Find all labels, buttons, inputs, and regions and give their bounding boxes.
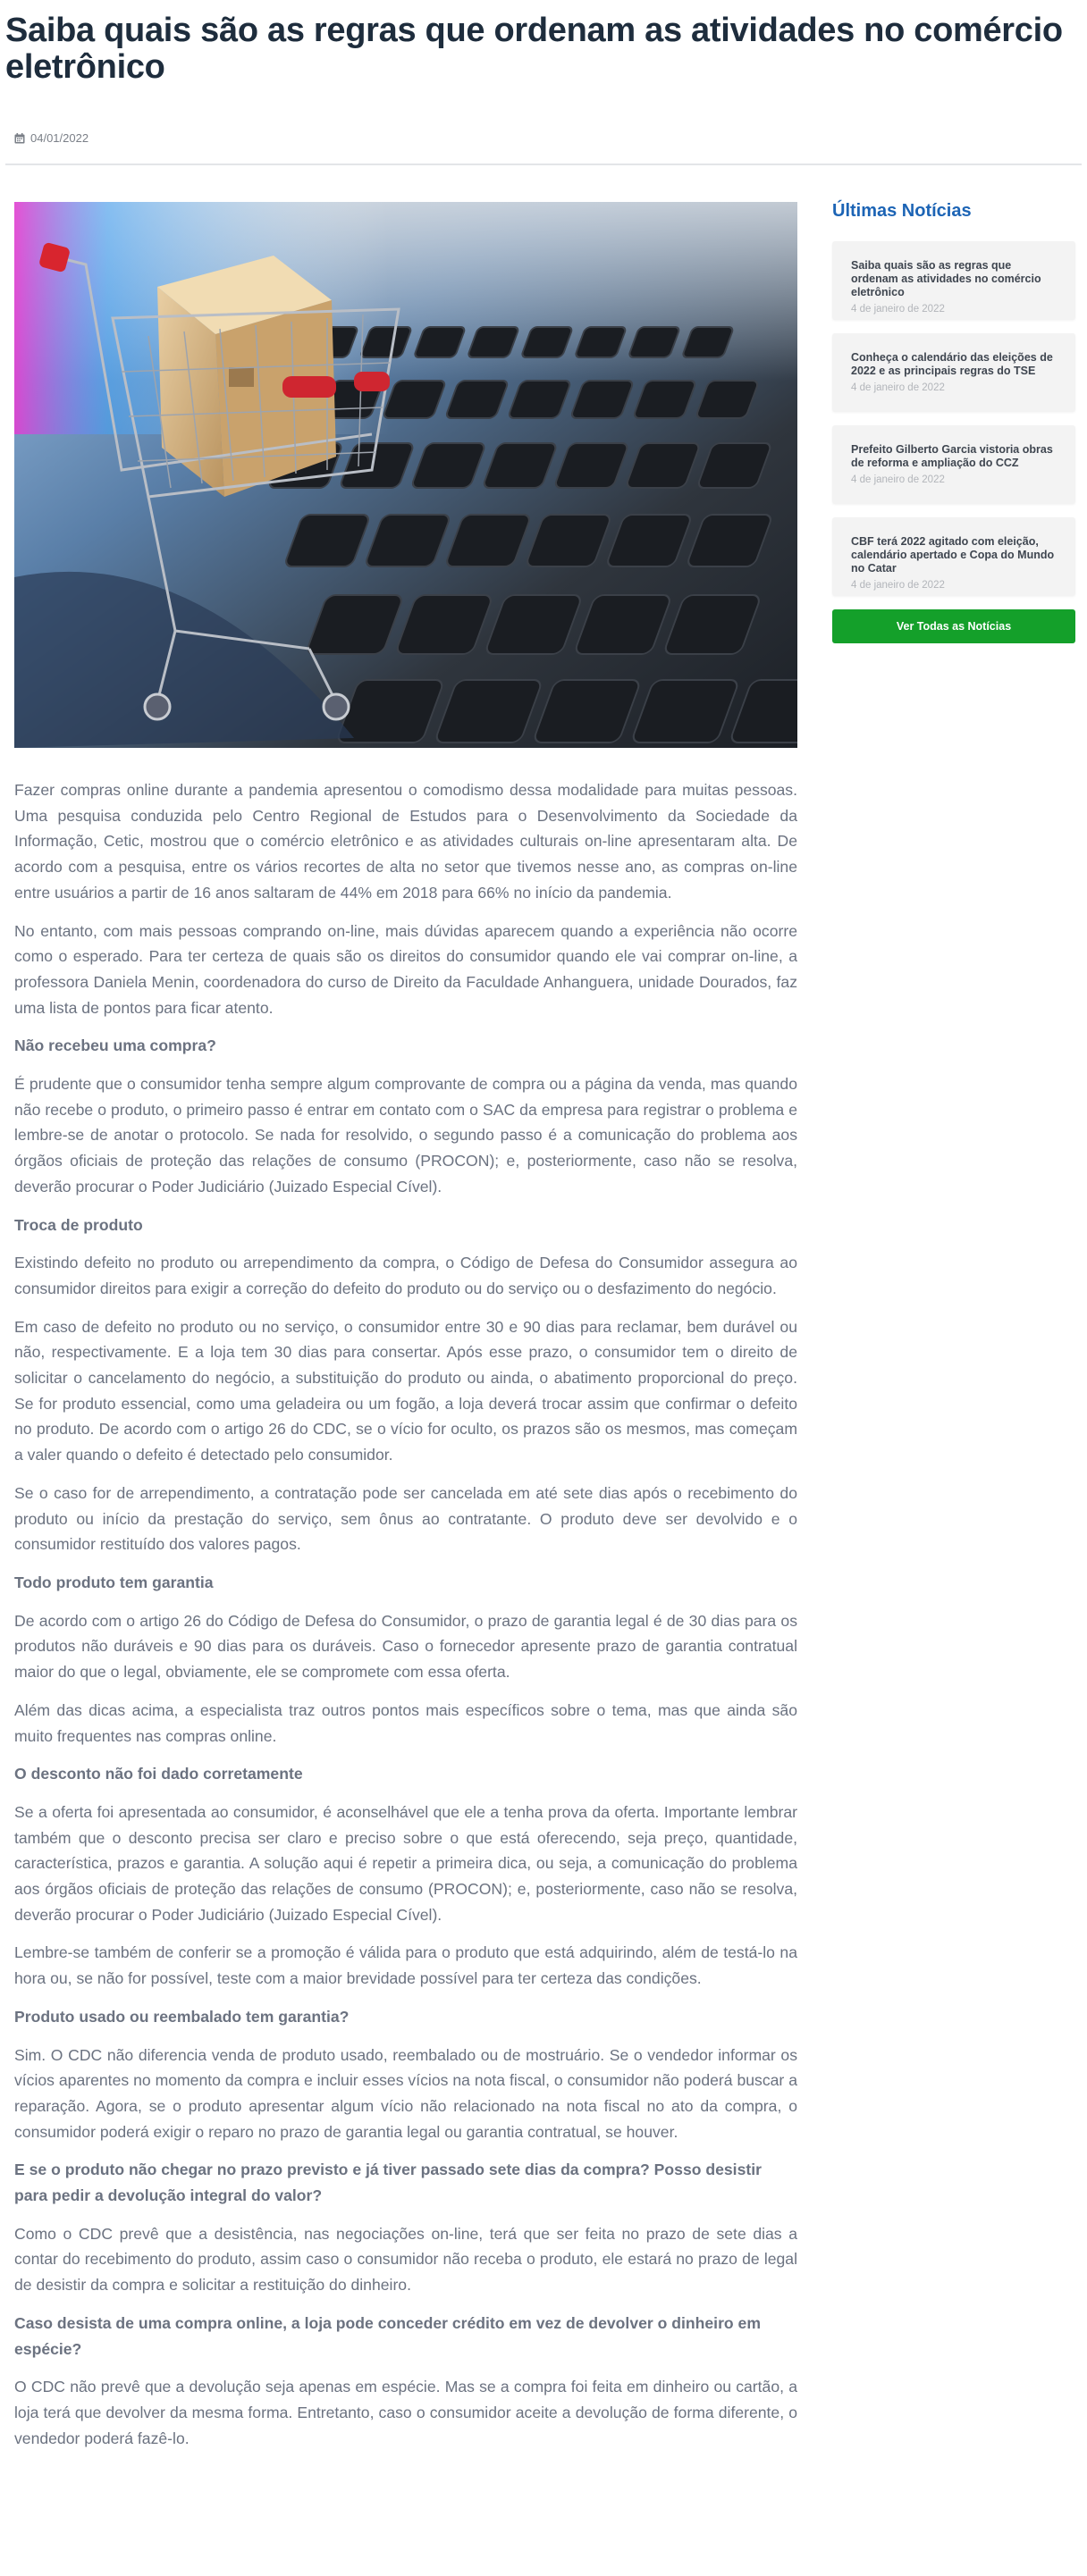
shopping-cart-on-laptop-image — [14, 202, 797, 748]
featured-image — [14, 202, 797, 748]
article-body — [14, 777, 797, 2463]
article-paragraph: Como o CDC prevê que a desistência, nas negociações on-line, terá que ser feita no prazo de sete dias a contar do recebimento do produto, assim caso o consumidor não receba o produto, ele estará no prazo de legal de desistir da compra e solicitar a restituição do dinheiro. — [14, 2224, 797, 2295]
news-card[interactable] — [832, 425, 1075, 504]
news-card[interactable] — [832, 241, 1075, 320]
news-card-date: 4 de janeiro de 2022 — [851, 474, 945, 485]
article-paragraph: Fazer compras online durante a pandemia apresentou o comodismo dessa modalidade para muitas pessoas. Uma pesquisa conduzida pelo Centro Regional de Estudos para o Desenvolvimento da Sociedade da Informação, Cetic, mostrou que o comércio eletrônico e as atividades culturais on-line apresentaram alta. De acordo com a pesquisa, entre os vários recortes de alta no setor que tivemos nesse ano, as compras on-line entre usuários a partir de 16 anos saltaram de 44% em 2018 para 66% no início da pandemia. — [14, 781, 797, 902]
news-card-title[interactable]: Prefeito Gilberto Garcia vistoria obras de reforma e ampliação do CCZ — [851, 443, 1053, 469]
news-card-title[interactable]: Conheça o calendário das eleições de 2022 e as principais regras do TSE — [851, 351, 1053, 377]
news-card-date: 4 de janeiro de 2022 — [851, 304, 945, 315]
view-all-news-button[interactable]: Ver Todas as Notícias — [832, 609, 1075, 643]
news-card-title[interactable]: Saiba quais são as regras que ordenam as atividades no comércio eletrônico — [851, 259, 1041, 298]
article-paragraph: Em caso de defeito no produto ou no serviço, o consumidor entre 30 e 90 dias para reclamar, bem durável ou não, respectivamente. E a loja tem 30 dias para consertar. Após esse prazo, o consumidor tem o direito de solicitar o cancelamento do negócio, a substituição do produto ou ainda, o abatimento proporcional do preço. Se for produto essencial, como uma geladeira ou um fogão, a loja deverá trocar assim que confirmar o defeito no produto. De acordo com o artigo 26 do CDC, se o vício for oculto, os prazos são os mesmos, mas começam a valer quando o defeito é detectado pelo consumidor. — [14, 1317, 797, 1464]
news-card[interactable] — [832, 517, 1075, 596]
article-paragraph: Existindo defeito no produto ou arrependimento da compra, o Código de Defesa do Consumidor assegura ao consumidor direitos para exigir a correção do defeito do produto ou do serviço ou o desfazimento do negócio. — [14, 1254, 797, 1297]
article-paragraph: Sim. O CDC não diferencia venda de produto usado, reembalado ou de mostruário. Se o vendedor informar os vícios aparentes no momento da compra e incluir esses vícios na nota fiscal, o consumidor não poderá buscar a reparação. Agora, se o produto apresentar algum vício não relacionado na nota fiscal no ato da compra, o consumidor poderá exigir o reparo no prazo de garantia legal ou garantia contratual, se houver. — [14, 2045, 797, 2141]
article-paragraph: O CDC não prevê que a devolução seja apenas em espécie. Mas se a compra foi feita em dinheiro ou cartão, a loja terá que devolver da mesma forma. Entretanto, caso o consumidor aceite a devolução de forma diferente, o vendedor poderá fazê-lo. — [14, 2378, 797, 2447]
article-subheading: E se o produto não chegar no prazo previsto e já tiver passado sete dias da compra? Posso desistir para pedir a devolução integral do valor? — [14, 2161, 762, 2205]
article-paragraph: É prudente que o consumidor tenha sempre algum comprovante de compra ou a página da venda, mas quando não recebe o produto, o primeiro passo é entrar em contato com o SAC da empresa para registrar o problema e lembre-se de anotar o protocolo. Se nada for resolvido, o segundo passo é a comunicação do problema aos órgãos oficiais de proteção das relações de consumo (PROCON); e, posteriormente, caso não se resolva, deverão procurar o Poder Judiciário (Juizado Especial Cível). — [14, 1075, 797, 1196]
post-meta — [14, 131, 88, 145]
calendar-icon — [14, 133, 25, 144]
article-subheading: Troca de produto — [14, 1215, 143, 1234]
article-paragraph: Se a oferta foi apresentada ao consumidor, é aconselhável que ele a tenha prova da oferta. Importante lembrar também que o desconto precisa ser claro e preciso sobre o que está oferecendo, seja preço, quantidade, característica, prazos e garantia. A solução aqui é repetir a primeira dica, ou seja, a comunicação do problema aos órgãos oficiais de proteção das relações de consumo (PROCON); e, posteriormente, caso não se resolva, deverão procurar o Poder Judiciário (Juizado Especial Cível). — [14, 1802, 797, 1924]
page-title: Saiba quais são as regras que ordenam as atividades no comércio eletrônico — [5, 12, 1063, 86]
article-paragraph: No entanto, com mais pessoas comprando on-line, mais dúvidas aparecem quando a experiência não ocorre como o esperado. Para ter certeza de quais são os direitos do consumidor quando ele vai comprar on-line, a professora Daniela Menin, coordenadora do curso de Direito da Faculdade Anhanguera, unidade Dourados, faz uma lista de pontos para ficar atento. — [14, 921, 797, 1017]
news-card[interactable] — [832, 333, 1075, 412]
article-paragraph: Se o caso for de arrependimento, a contratação pode ser cancelada em até sete dias após o recebimento do produto ou início da prestação do serviço, sem ônus ao contratante. O produto deve ser devolvido e o consumidor restituído dos valores pagos. — [14, 1483, 797, 1554]
sidebar-title: Últimas Notícias — [832, 201, 972, 221]
header-divider — [5, 164, 1082, 165]
article-subheading: O desconto não foi dado corretamente — [14, 1765, 303, 1783]
sidebar-latest-news — [832, 198, 1075, 643]
post-date: 04/01/2022 — [30, 131, 89, 145]
news-card-date: 4 de janeiro de 2022 — [851, 580, 945, 591]
article-subheading: Todo produto tem garantia — [14, 1573, 214, 1591]
article-paragraph: De acordo com o artigo 26 do Código de Defesa do Consumidor, o prazo de garantia legal é de 30 dias para os produtos não duráveis e 90 dias para os duráveis. Caso o fornecedor apresente prazo de garantia contratual maior do que o legal, obviamente, ele se compromete com essa oferta. — [14, 1611, 797, 1682]
article-subheading: Caso desista de uma compra online, a loja pode conceder crédito em vez de devolver o dinheiro em espécie? — [14, 2313, 761, 2358]
article-subheading: Produto usado ou reembalado tem garantia? — [14, 2007, 350, 2026]
article-paragraph: Além das dicas acima, a especialista traz outros pontos mais específicos sobre o tema, mas que ainda são muito frequentes nas compras online. — [14, 1700, 797, 1745]
article-subheading: Não recebeu uma compra? — [14, 1036, 216, 1055]
article-paragraph: Lembre-se também de conferir se a promoção é válida para o produto que está adquirindo, além de testá-lo na hora ou, se não for possível, teste com a maior brevidade possível para ter certeza das condições. — [14, 1943, 797, 1988]
news-card-title[interactable]: CBF terá 2022 agitado com eleição, calendário apertado e Copa do Mundo no Catar — [851, 535, 1055, 575]
news-card-date: 4 de janeiro de 2022 — [851, 382, 945, 393]
